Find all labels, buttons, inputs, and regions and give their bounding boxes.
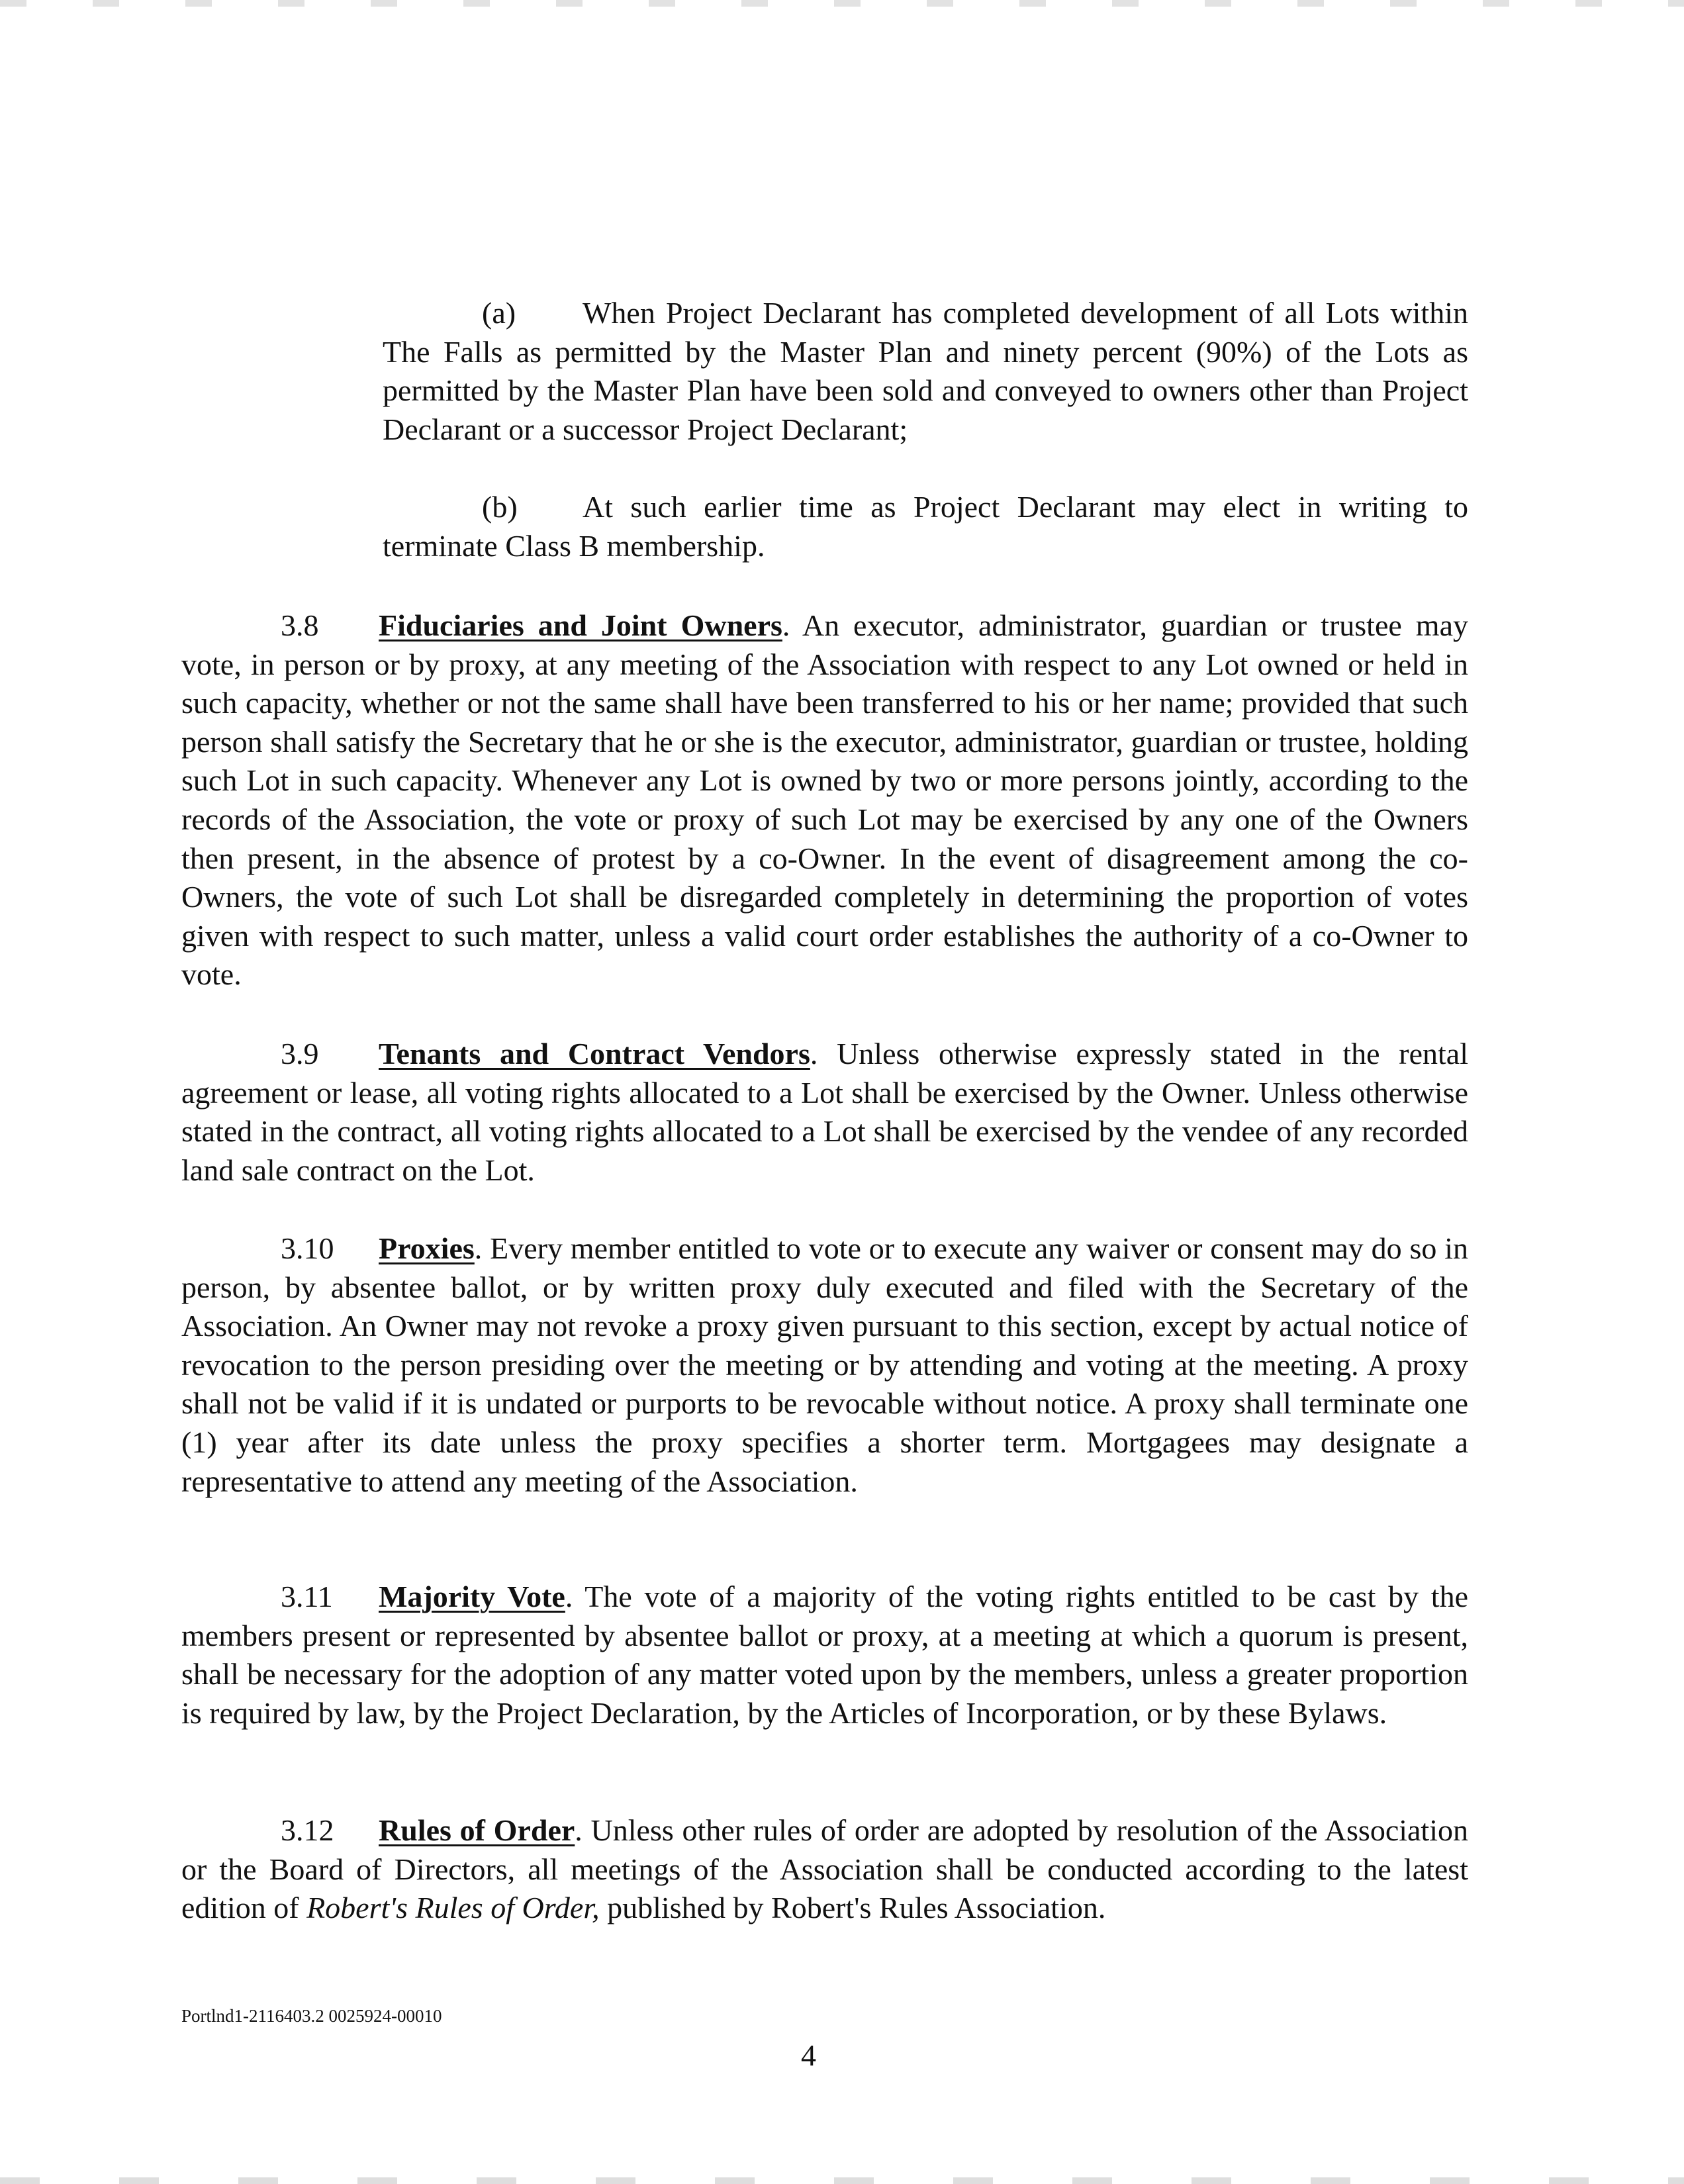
section-3-10-heading: Proxies xyxy=(379,1231,475,1265)
section-3-11-heading: Majority Vote xyxy=(379,1580,565,1613)
section-3-8-number: 3.8 xyxy=(281,608,319,642)
item-b-number: (b) xyxy=(482,490,518,524)
section-3-10-number: 3.10 xyxy=(281,1231,334,1265)
document-footer-id: Portlnd1-2116403.2 0025924-00010 xyxy=(181,2006,442,2026)
section-3-10-text: Every member entitled to vote or to execute any waiver or consent may do so in person, by absentee ballot, or by written proxy duly executed and filed with the Secretary of the Association. An Owner may not revoke a proxy given pursuant to this section, except by actual notice of revocation to the person presiding over the meeting or by attending and voting at the meeting. A proxy shall not be valid if it is undated or purports to be revocable without notice. A proxy shall terminate one (1) year after its date unless the proxy specifies a shorter term. Mortgagees may designate a representative to attend any meeting of the Association. xyxy=(181,1231,1469,1498)
scan-edge-bottom xyxy=(0,2177,1684,2184)
section-3-12-text-after: published by Robert's Rules Association. xyxy=(607,1891,1106,1925)
section-3-11-number: 3.11 xyxy=(281,1580,333,1613)
section-3-12-italic-title: Robert's Rules of Order, xyxy=(306,1891,600,1925)
item-a xyxy=(383,294,1468,449)
section-3-9-number: 3.9 xyxy=(281,1037,319,1070)
section-3-8-heading: Fiduciaries and Joint Owners xyxy=(379,608,782,642)
section-3-12: 3.12 Rules of Order. Unless other rules of order are adopted by resolution of the Association or the Board of Directors, all meetings of the Association shall be conducted according to the latest edition of Robert's Rules of Order, published by Robert's Rules Association. xyxy=(181,1811,1468,1928)
section-3-9-heading: Tenants and Contract Vendors xyxy=(379,1037,810,1070)
section-3-11: 3.11 Majority Vote. The vote of a majority of the voting rights entitled to be cast by the members present or represented by absentee ballot or proxy, at a meeting at which a quorum is present, shall be necessary for the adoption of any matter voted upon by the members, unless a greater proportion is required by law, by the Project Declaration, by the Articles of Incorporation, or by these Bylaws. xyxy=(181,1578,1468,1733)
section-3-11-text: The vote of a majority of the voting rights entitled to be cast by the members present or represented by absentee ballot or proxy, at a meeting at which a quorum is present, shall be necessary for the adoption of any matter voted upon by the members, unless a greater proportion is required by law, by the Project Declaration, by the Articles of Incorporation, or by these Bylaws. xyxy=(181,1580,1469,1730)
section-3-9-text: Unless otherwise expressly stated in the rental agreement or lease, all voting rights allocated to a Lot shall be exercised by the Owner. Unless otherwise stated in the contract, all voting rights allocated to a Lot shall be exercised by the vendee of any recorded land sale contract on the Lot. xyxy=(181,1037,1469,1187)
section-3-8-text: An executor, administrator, guardian or trustee may vote, in person or by proxy, at any meeting of the Association with respect to any Lot owned or held in such capacity, whether or not the same shall have been transferred to his or her name; provided that such person shall satisfy the Secretary that he or she is the executor, administrator, guardian or trustee, holding such Lot in such capacity. Whenever any Lot is owned by two or more persons jointly, according to the records of the Association, the vote or proxy of such Lot may be exercised by any one of the Owners then present, in the absence of protest by a co-Owner. In the event of disagreement among the co-Owners, the vote of such Lot shall be disregarded completely in determining the proportion of votes given with respect to such matter, unless a valid court order establishes the authority of a co-Owner to vote. xyxy=(181,608,1468,992)
section-3-10: 3.10 Proxies. Every member entitled to vote or to execute any waiver or consent may do so in person, by absentee ballot, or by written proxy duly executed and filed with the Secretary of the Association. An Owner may not revoke a proxy given pursuant to this section, except by actual notice of revocation to the person presiding over the meeting or by attending and voting at the meeting. A proxy shall not be valid if it is undated or purports to be revocable without notice. A proxy shall terminate one (1) year after its date unless the proxy specifies a shorter term. Mortgagees may designate a representative to attend any meeting of the Association. xyxy=(181,1229,1468,1501)
scan-edge-top xyxy=(0,0,1684,7)
item-b xyxy=(383,488,1468,565)
section-3-12-heading: Rules of Order xyxy=(379,1813,575,1847)
section-3-12-text-before: Unless other rules of order are adopted by resolution of the Association or the Board of Directors, all meetings of the Association shall be conducted according to the latest edition of xyxy=(181,1813,1468,1925)
item-b-text: At such earlier time as Project Declarant may elect in writing to terminate Class B membership. xyxy=(383,490,1468,563)
section-3-12-number: 3.12 xyxy=(281,1813,334,1847)
item-a-text: When Project Declarant has completed development of all Lots within The Falls as permitted by the Master Plan and ninety percent (90%) of the Lots as permitted by the Master Plan have been sold and conveyed to owners other than Project Declarant or a successor Project Declarant; xyxy=(383,296,1468,446)
page-number: 4 xyxy=(801,2038,816,2072)
section-3-9: 3.9 Tenants and Contract Vendors. Unless otherwise expressly stated in the rental agreement or lease, all voting rights allocated to a Lot shall be exercised by the Owner. Unless otherwise stated in the contract, all voting rights allocated to a Lot shall be exercised by the vendee of any recorded land sale contract on the Lot. xyxy=(181,1035,1468,1190)
item-a-number: (a) xyxy=(482,296,516,330)
section-3-8: 3.8 Fiduciaries and Joint Owners. An executor, administrator, guardian or trustee may vote, in person or by proxy, at any meeting of the Association with respect to any Lot owned or held in such capacity, whether or not the same shall have been transferred to his or her name; provided that such person shall satisfy the Secretary that he or she is the executor, administrator, guardian or trustee, holding such Lot in such capacity. Whenever any Lot is owned by two or more persons jointly, according to the records of the Association, the vote or proxy of such Lot may be exercised by any one of the Owners then present, in the absence of protest by a co-Owner. In the event of disagreement among the co-Owners, the vote of such Lot shall be disregarded completely in determining the proportion of votes given with respect to such matter, unless a valid court order establishes the authority of a co-Owner to vote. xyxy=(181,606,1468,994)
